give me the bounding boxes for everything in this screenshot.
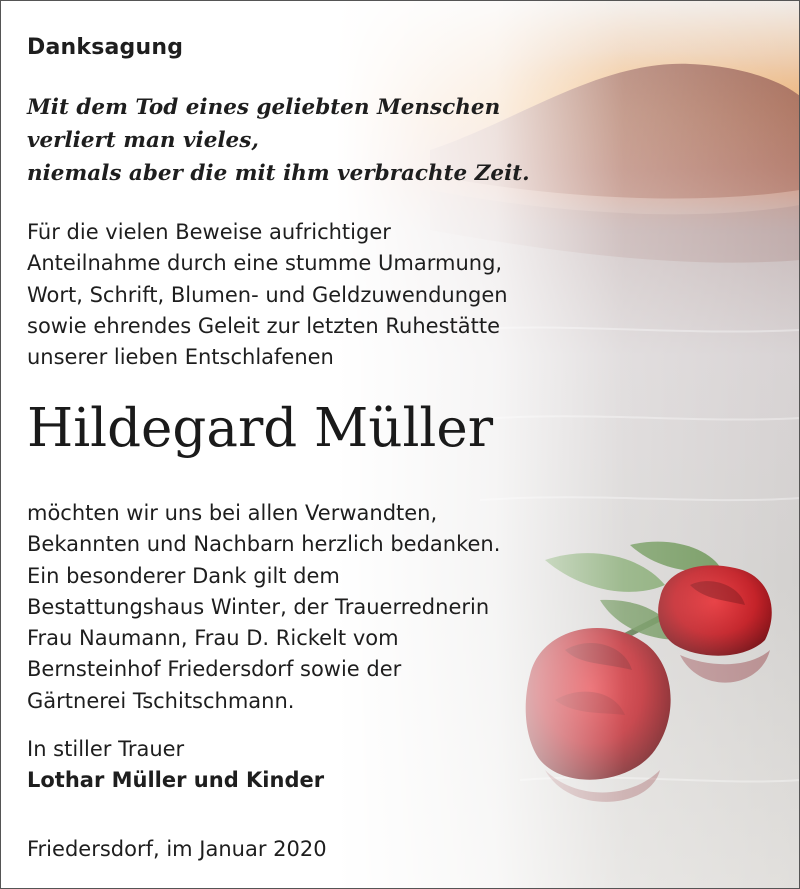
text-line: sowie ehrendes Geleit zur letzten Ruhestätte	[27, 313, 500, 338]
quote-line: niemals aber die mit ihm verbrachte Zeit.	[27, 161, 530, 186]
quote-line: verliert man vieles,	[27, 128, 259, 153]
text-line: möchten wir uns bei allen Verwandten,	[27, 501, 438, 525]
thanks-paragraph	[27, 498, 500, 717]
place-date: Friedersdorf, im Januar 2020	[27, 837, 327, 861]
text-line: Bekannten und Nachbarn herzlich bedanken.	[27, 532, 501, 557]
mourning-label: In stiller Trauer	[27, 737, 185, 761]
text-line: Bestattungshaus Winter, der Trauerrednerin	[27, 594, 490, 619]
intro-paragraph	[27, 217, 508, 373]
text-line: unserer lieben Entschlafenen	[27, 345, 334, 370]
mourning-block	[27, 734, 324, 797]
text-line: Ein besonderer Dank gilt dem	[27, 563, 340, 588]
text-line: Frau Naumann, Frau D. Rickelt vom	[27, 626, 399, 651]
text-line: Bernsteinhof Friedersdorf sowie der	[27, 657, 402, 682]
text-line: Anteilnahme durch eine stumme Umarmung,	[27, 251, 503, 276]
text-line: Wort, Schrift, Blumen- und Geldzuwendungen	[27, 282, 508, 307]
memorial-quote	[27, 91, 530, 190]
text-line: Gärtnerei Tschitschmann.	[27, 688, 295, 713]
notice-heading: Danksagung	[27, 35, 184, 60]
signer-name: Lothar Müller und Kinder	[27, 768, 325, 793]
deceased-name: Hildegard Müller	[27, 398, 494, 459]
quote-line: Mit dem Tod eines geliebten Menschen	[27, 95, 501, 120]
text-line: Für die vielen Beweise aufrichtiger	[27, 220, 391, 244]
